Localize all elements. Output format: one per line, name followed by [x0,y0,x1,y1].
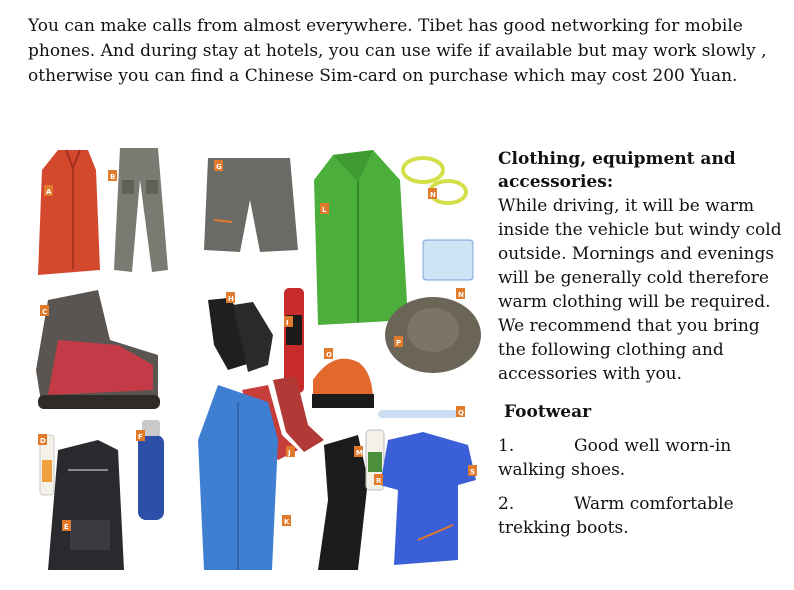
item-tag-letter: G [216,163,222,171]
item-tag-letter: M [356,449,363,457]
item-tag-letter: A [46,188,52,196]
clothing-section [498,148,788,550]
footwear-item-number: 2. [498,494,515,514]
section-body: While driving, it will be warm inside the vehicle but windy cold outside. Mornings and evenings will be generally cold therefore warm clothing will be required. We recommend that you bring the following clothing and accessories with you. [498,196,782,384]
item-tag-letter: E [64,523,69,531]
item-tag-letter: S [470,468,476,476]
item-tag-letter: N [458,291,464,299]
gear-photo [28,140,486,580]
item-tags [28,140,486,580]
intro-paragraph: You can make calls from almost everywhere. Tibet has good networking for mobile phones. And during stay at hotels, you can use wife if available but may work slowly , otherwise you can find a Chinese Sim-card on purchase which may cost 200 Yuan. [28,16,767,86]
footwear-heading: Footwear [504,402,592,422]
item-tag-letter: H [228,295,234,303]
item-tag-letter: C [42,308,48,316]
footwear-item [498,434,788,482]
item-tag-letter: L [322,206,327,214]
footwear-item-text: Good well worn-in walking shoes. [498,436,732,480]
item-tag-letter: D [40,437,46,445]
item-tag-letter: K [284,518,290,526]
footwear-item-number: 1. [498,436,515,456]
item-tag-letter: O [326,351,332,359]
item-tag-letter: N [430,191,436,199]
item-tag-letter: P [396,339,402,347]
item-tag-letter: R [376,477,382,485]
item-tag-letter: Q [458,409,464,417]
footwear-item-text: Warm comfortable trekking boots. [498,494,734,538]
footwear-list [498,434,788,540]
section-heading: Clothing, equipment and accessories: [498,149,736,192]
item-tag-letter: J [288,449,291,457]
item-tag-letter: B [110,173,116,181]
item-tag-letter: I [286,319,289,327]
footwear-item [498,492,788,540]
item-tag-letter: F [138,433,143,441]
